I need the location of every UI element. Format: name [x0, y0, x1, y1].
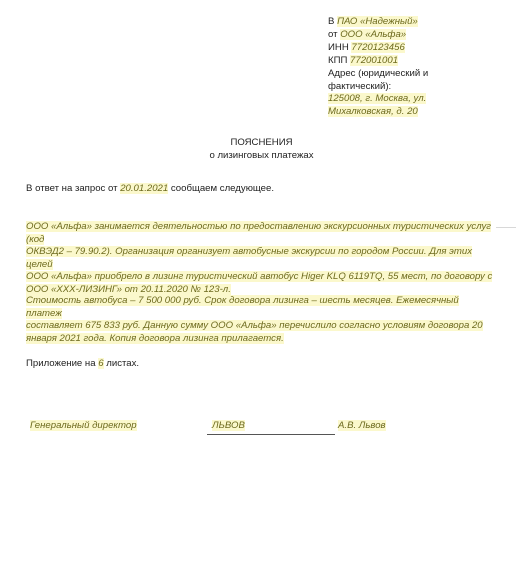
addressee-org: ПАО «Надежный»	[337, 16, 418, 27]
addressee-block	[328, 16, 518, 119]
sender-org: ООО «Альфа»	[340, 28, 407, 40]
sender-line: от ООО «Альфа»	[328, 28, 407, 40]
margin-rule	[496, 227, 516, 228]
kpp-value: 772001001	[350, 54, 399, 66]
signature-line	[207, 434, 335, 435]
inn-value: 7720123456	[351, 41, 405, 53]
address-value-line-1: 125008, г. Москва, ул.	[328, 93, 427, 105]
intro-line: В ответ на запрос от 20.01.2021 сообщаем следующее.	[26, 183, 275, 194]
paragraph-activity: ООО «Альфа» занимается деятельностью по предоставлению экскурсионных туристических услуг (код ОКВЭД2 – 79.90.2). Организация организует автобусные экскурсии по городом России. Для этих целей ООО «Альфа» приобрело в лизинг туристический автобус Higer KLQ 6119TQ, 55 мест, по договору с ООО «ХХХ-ЛИЗИНГ» от 20.11.2020 № 123-л.	[26, 221, 493, 295]
kpp-line: КПП 772001001	[328, 54, 399, 66]
attachment-count: 6	[98, 358, 104, 369]
paragraph-payment: Стоимость автобуса – 7 500 000 руб. Срок договора лизинга – шесть месяцев. Ежемесячный платеж составляет 675 833 руб. Данную сумму ООО «Альфа» перечислило согласно условиям договора 20 января 2021 года. Копия договора лизинга прилагается.	[26, 295, 483, 344]
addressee-line: В ПАО «Надежный»	[328, 16, 418, 27]
document-title: ПОЯСНЕНИЯ	[230, 137, 293, 148]
address-label: Адрес (юридический и	[328, 67, 429, 79]
signer-name: А.В. Львов	[338, 420, 386, 431]
address-value-line-2: Михалковская, д. 20	[328, 106, 418, 118]
attachment-line: Приложение на 6 листах.	[26, 358, 140, 369]
document-subtitle: о лизинговых платежах	[209, 150, 314, 161]
address-label-cont: фактический):	[328, 80, 392, 92]
signature: ЛЬВОВ	[212, 420, 245, 431]
signer-position: Генеральный директор	[30, 420, 137, 431]
inn-line: ИНН 7720123456	[328, 41, 405, 53]
request-date: 20.01.2021	[120, 183, 169, 194]
